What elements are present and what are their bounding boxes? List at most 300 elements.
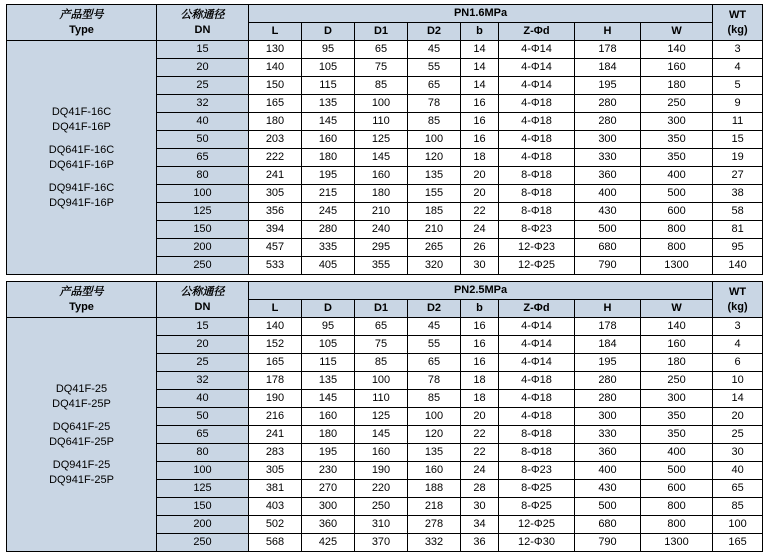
header-col-l-pn25: L <box>249 300 302 318</box>
cell-zd: 4-Φ18 <box>499 131 575 149</box>
cell-wt: 40 <box>713 462 763 480</box>
cell-b: 14 <box>461 41 499 59</box>
cell-d1: 310 <box>355 516 408 534</box>
cell-w: 140 <box>641 318 713 336</box>
cell-zd: 4-Φ14 <box>499 354 575 372</box>
cell-d2: 332 <box>408 534 461 552</box>
type-line: DQ41F-25P <box>52 397 111 410</box>
cell-l: 403 <box>249 498 302 516</box>
cell-zd: 8-Φ18 <box>499 203 575 221</box>
cell-wt: 65 <box>713 480 763 498</box>
cell-d: 105 <box>302 59 355 77</box>
cell-h: 300 <box>575 131 641 149</box>
type-line: DQ641F-25 <box>52 420 111 433</box>
cell-w: 350 <box>641 426 713 444</box>
cell-zd: 4-Φ14 <box>499 77 575 95</box>
cell-zd: 8-Φ25 <box>499 480 575 498</box>
cell-d: 135 <box>302 372 355 390</box>
cell-w: 350 <box>641 131 713 149</box>
cell-dn: 100 <box>157 185 249 203</box>
cell-wt: 14 <box>713 390 763 408</box>
cell-zd: 4-Φ18 <box>499 408 575 426</box>
cell-w: 800 <box>641 221 713 239</box>
cell-w: 180 <box>641 77 713 95</box>
cell-d2: 120 <box>408 149 461 167</box>
cell-d1: 125 <box>355 131 408 149</box>
header-col-d1-pn25: D1 <box>355 300 408 318</box>
cell-b: 30 <box>461 257 499 275</box>
table-body-pn25 <box>7 318 763 552</box>
cell-dn: 65 <box>157 149 249 167</box>
cell-w: 350 <box>641 149 713 167</box>
cell-b: 16 <box>461 113 499 131</box>
type-line: DQ641F-25P <box>49 435 114 448</box>
cell-wt: 81 <box>713 221 763 239</box>
cell-d1: 180 <box>355 185 408 203</box>
cell-zd: 8-Φ18 <box>499 426 575 444</box>
spec-table-pn16 <box>6 4 763 275</box>
cell-d2: 55 <box>408 336 461 354</box>
cell-dn: 20 <box>157 59 249 77</box>
cell-d2: 135 <box>408 167 461 185</box>
cell-zd: 8-Φ25 <box>499 498 575 516</box>
cell-d: 180 <box>302 426 355 444</box>
cell-b: 20 <box>461 167 499 185</box>
cell-wt: 140 <box>713 257 763 275</box>
cell-d1: 65 <box>355 41 408 59</box>
cell-b: 26 <box>461 239 499 257</box>
cell-d: 425 <box>302 534 355 552</box>
header-dn-pn25: 公称通径 DN <box>157 282 249 318</box>
header-col-w-pn25: W <box>641 300 713 318</box>
cell-l: 130 <box>249 41 302 59</box>
cell-d: 95 <box>302 41 355 59</box>
cell-l: 203 <box>249 131 302 149</box>
cell-b: 14 <box>461 77 499 95</box>
cell-b: 16 <box>461 95 499 113</box>
cell-wt: 15 <box>713 131 763 149</box>
cell-zd: 8-Φ18 <box>499 185 575 203</box>
cell-l: 356 <box>249 203 302 221</box>
type-line: DQ41F-16P <box>52 120 111 133</box>
cell-wt: 6 <box>713 354 763 372</box>
cell-wt: 20 <box>713 408 763 426</box>
cell-d2: 278 <box>408 516 461 534</box>
cell-wt: 38 <box>713 185 763 203</box>
spec-table-pn25 <box>6 281 763 552</box>
cell-d: 95 <box>302 318 355 336</box>
cell-b: 22 <box>461 444 499 462</box>
cell-d: 215 <box>302 185 355 203</box>
cell-zd: 12-Φ25 <box>499 516 575 534</box>
cell-w: 1300 <box>641 534 713 552</box>
type-line: DQ941F-25 <box>52 458 111 471</box>
cell-l: 568 <box>249 534 302 552</box>
cell-d: 270 <box>302 480 355 498</box>
table-header-pn16 <box>7 5 763 41</box>
cell-wt: 165 <box>713 534 763 552</box>
cell-wt: 4 <box>713 336 763 354</box>
cell-h: 330 <box>575 149 641 167</box>
table-body-pn16 <box>7 41 763 275</box>
cell-w: 160 <box>641 336 713 354</box>
cell-l: 140 <box>249 59 302 77</box>
cell-d1: 370 <box>355 534 408 552</box>
cell-h: 360 <box>575 167 641 185</box>
cell-zd: 4-Φ18 <box>499 149 575 167</box>
cell-d1: 110 <box>355 390 408 408</box>
cell-d1: 160 <box>355 167 408 185</box>
cell-b: 14 <box>461 59 499 77</box>
cell-wt: 9 <box>713 95 763 113</box>
cell-zd: 12-Φ25 <box>499 257 575 275</box>
cell-w: 400 <box>641 167 713 185</box>
cell-dn: 250 <box>157 257 249 275</box>
cell-d2: 100 <box>408 131 461 149</box>
cell-b: 24 <box>461 462 499 480</box>
table-row <box>7 318 763 336</box>
cell-wt: 30 <box>713 444 763 462</box>
cell-d2: 160 <box>408 462 461 480</box>
header-col-zd-pn25: Z-Φd <box>499 300 575 318</box>
cell-wt: 100 <box>713 516 763 534</box>
cell-zd: 4-Φ14 <box>499 41 575 59</box>
cell-d2: 78 <box>408 95 461 113</box>
cell-zd: 8-Φ18 <box>499 167 575 185</box>
cell-d2: 65 <box>408 354 461 372</box>
cell-d: 115 <box>302 77 355 95</box>
cell-d2: 188 <box>408 480 461 498</box>
table-header-pn25 <box>7 282 763 318</box>
cell-d2: 45 <box>408 41 461 59</box>
header-pressure-pn16: PN1.6MPa <box>249 5 713 23</box>
cell-h: 330 <box>575 426 641 444</box>
cell-d: 280 <box>302 221 355 239</box>
cell-w: 800 <box>641 498 713 516</box>
cell-w: 800 <box>641 239 713 257</box>
cell-dn: 40 <box>157 390 249 408</box>
cell-d1: 250 <box>355 498 408 516</box>
cell-wt: 3 <box>713 41 763 59</box>
type-line: DQ941F-16C <box>48 181 115 194</box>
cell-zd: 4-Φ14 <box>499 318 575 336</box>
cell-l: 152 <box>249 336 302 354</box>
cell-w: 350 <box>641 408 713 426</box>
type-line: DQ941F-16P <box>49 196 114 209</box>
cell-d: 360 <box>302 516 355 534</box>
cell-w: 500 <box>641 462 713 480</box>
cell-h: 790 <box>575 534 641 552</box>
cell-b: 18 <box>461 149 499 167</box>
cell-h: 400 <box>575 185 641 203</box>
cell-h: 680 <box>575 239 641 257</box>
cell-dn: 150 <box>157 498 249 516</box>
cell-d: 145 <box>302 113 355 131</box>
cell-w: 140 <box>641 41 713 59</box>
cell-b: 20 <box>461 185 499 203</box>
cell-d: 300 <box>302 498 355 516</box>
cell-l: 190 <box>249 390 302 408</box>
cell-d2: 120 <box>408 426 461 444</box>
cell-l: 241 <box>249 426 302 444</box>
cell-dn: 80 <box>157 444 249 462</box>
cell-b: 28 <box>461 480 499 498</box>
cell-d1: 295 <box>355 239 408 257</box>
type-line: DQ641F-16P <box>49 158 114 171</box>
cell-d2: 185 <box>408 203 461 221</box>
cell-zd: 4-Φ18 <box>499 390 575 408</box>
cell-dn: 200 <box>157 239 249 257</box>
cell-d1: 145 <box>355 149 408 167</box>
cell-w: 400 <box>641 444 713 462</box>
cell-zd: 4-Φ18 <box>499 113 575 131</box>
cell-dn: 125 <box>157 480 249 498</box>
cell-zd: 12-Φ23 <box>499 239 575 257</box>
cell-d1: 110 <box>355 113 408 131</box>
cell-dn: 80 <box>157 167 249 185</box>
header-col-h-pn25: H <box>575 300 641 318</box>
header-type-pn25: 产品型号 Type <box>7 282 157 318</box>
cell-h: 184 <box>575 336 641 354</box>
cell-zd: 4-Φ14 <box>499 59 575 77</box>
cell-d1: 220 <box>355 480 408 498</box>
cell-d2: 100 <box>408 408 461 426</box>
cell-dn: 15 <box>157 41 249 59</box>
cell-d2: 210 <box>408 221 461 239</box>
cell-dn: 100 <box>157 462 249 480</box>
cell-w: 1300 <box>641 257 713 275</box>
cell-dn: 25 <box>157 354 249 372</box>
cell-w: 300 <box>641 390 713 408</box>
cell-h: 300 <box>575 408 641 426</box>
cell-h: 195 <box>575 77 641 95</box>
cell-h: 500 <box>575 221 641 239</box>
cell-b: 36 <box>461 534 499 552</box>
cell-b: 30 <box>461 498 499 516</box>
cell-l: 305 <box>249 185 302 203</box>
cell-zd: 4-Φ14 <box>499 336 575 354</box>
cell-d1: 210 <box>355 203 408 221</box>
cell-b: 22 <box>461 426 499 444</box>
cell-b: 18 <box>461 390 499 408</box>
cell-h: 360 <box>575 444 641 462</box>
cell-d2: 265 <box>408 239 461 257</box>
cell-d: 335 <box>302 239 355 257</box>
cell-l: 502 <box>249 516 302 534</box>
cell-dn: 65 <box>157 426 249 444</box>
cell-d2: 55 <box>408 59 461 77</box>
cell-wt: 19 <box>713 149 763 167</box>
header-col-zd-pn16: Z-Φd <box>499 23 575 41</box>
type-line: DQ41F-25 <box>55 382 108 395</box>
cell-b: 16 <box>461 318 499 336</box>
cell-w: 600 <box>641 480 713 498</box>
cell-dn: 50 <box>157 408 249 426</box>
cell-h: 500 <box>575 498 641 516</box>
header-col-w-pn16: W <box>641 23 713 41</box>
cell-zd: 4-Φ18 <box>499 372 575 390</box>
cell-l: 165 <box>249 354 302 372</box>
cell-d1: 75 <box>355 59 408 77</box>
cell-wt: 27 <box>713 167 763 185</box>
cell-d1: 85 <box>355 77 408 95</box>
cell-d: 135 <box>302 95 355 113</box>
cell-dn: 50 <box>157 131 249 149</box>
cell-l: 180 <box>249 113 302 131</box>
cell-h: 280 <box>575 390 641 408</box>
cell-d1: 65 <box>355 318 408 336</box>
cell-dn: 125 <box>157 203 249 221</box>
cell-wt: 11 <box>713 113 763 131</box>
cell-w: 500 <box>641 185 713 203</box>
cell-w: 160 <box>641 59 713 77</box>
cell-dn: 20 <box>157 336 249 354</box>
cell-h: 790 <box>575 257 641 275</box>
cell-d2: 45 <box>408 318 461 336</box>
cell-l: 381 <box>249 480 302 498</box>
cell-l: 457 <box>249 239 302 257</box>
cell-b: 16 <box>461 131 499 149</box>
cell-w: 300 <box>641 113 713 131</box>
cell-dn: 32 <box>157 95 249 113</box>
cell-l: 394 <box>249 221 302 239</box>
table-row <box>7 41 763 59</box>
cell-zd: 8-Φ18 <box>499 444 575 462</box>
cell-l: 283 <box>249 444 302 462</box>
cell-d1: 125 <box>355 408 408 426</box>
type-line: DQ41F-16C <box>51 105 112 118</box>
header-pressure-pn25: PN2.5MPa <box>249 282 713 300</box>
cell-l: 241 <box>249 167 302 185</box>
header-col-b-pn16: b <box>461 23 499 41</box>
cell-dn: 250 <box>157 534 249 552</box>
header-col-d1-pn16: D1 <box>355 23 408 41</box>
cell-b: 24 <box>461 221 499 239</box>
cell-d1: 355 <box>355 257 408 275</box>
cell-d1: 240 <box>355 221 408 239</box>
cell-l: 140 <box>249 318 302 336</box>
cell-d1: 85 <box>355 354 408 372</box>
cell-h: 430 <box>575 203 641 221</box>
cell-wt: 10 <box>713 372 763 390</box>
cell-h: 178 <box>575 318 641 336</box>
header-dn-pn16: 公称通径 DN <box>157 5 249 41</box>
header-col-l-pn16: L <box>249 23 302 41</box>
header-col-d-pn25: D <box>302 300 355 318</box>
cell-h: 184 <box>575 59 641 77</box>
cell-l: 150 <box>249 77 302 95</box>
type-line: DQ641F-16C <box>48 143 115 156</box>
cell-w: 800 <box>641 516 713 534</box>
cell-b: 34 <box>461 516 499 534</box>
cell-h: 680 <box>575 516 641 534</box>
cell-d1: 160 <box>355 444 408 462</box>
cell-dn: 25 <box>157 77 249 95</box>
cell-l: 216 <box>249 408 302 426</box>
cell-w: 250 <box>641 372 713 390</box>
cell-w: 250 <box>641 95 713 113</box>
cell-wt: 3 <box>713 318 763 336</box>
cell-d: 195 <box>302 167 355 185</box>
cell-l: 305 <box>249 462 302 480</box>
header-col-b-pn25: b <box>461 300 499 318</box>
cell-w: 180 <box>641 354 713 372</box>
cell-l: 533 <box>249 257 302 275</box>
cell-l: 178 <box>249 372 302 390</box>
header-weight-pn25: WT (kg) <box>713 282 763 318</box>
header-col-d2-pn25: D2 <box>408 300 461 318</box>
cell-wt: 85 <box>713 498 763 516</box>
cell-d: 245 <box>302 203 355 221</box>
cell-dn: 200 <box>157 516 249 534</box>
header-weight-pn16: WT (kg) <box>713 5 763 41</box>
cell-d: 105 <box>302 336 355 354</box>
cell-wt: 58 <box>713 203 763 221</box>
type-list-pn16 <box>7 41 157 275</box>
cell-d: 160 <box>302 131 355 149</box>
cell-h: 178 <box>575 41 641 59</box>
cell-dn: 40 <box>157 113 249 131</box>
header-col-h-pn16: H <box>575 23 641 41</box>
cell-d2: 65 <box>408 77 461 95</box>
cell-d: 405 <box>302 257 355 275</box>
header-col-d2-pn16: D2 <box>408 23 461 41</box>
header-col-d-pn16: D <box>302 23 355 41</box>
type-line: DQ941F-25P <box>49 473 114 486</box>
cell-zd: 4-Φ18 <box>499 95 575 113</box>
cell-d1: 100 <box>355 372 408 390</box>
cell-d1: 190 <box>355 462 408 480</box>
cell-b: 22 <box>461 203 499 221</box>
cell-d2: 155 <box>408 185 461 203</box>
cell-b: 16 <box>461 354 499 372</box>
cell-l: 222 <box>249 149 302 167</box>
cell-d: 230 <box>302 462 355 480</box>
cell-d: 115 <box>302 354 355 372</box>
cell-d1: 100 <box>355 95 408 113</box>
cell-l: 165 <box>249 95 302 113</box>
cell-d1: 75 <box>355 336 408 354</box>
cell-d: 180 <box>302 149 355 167</box>
cell-h: 430 <box>575 480 641 498</box>
cell-h: 400 <box>575 462 641 480</box>
cell-b: 16 <box>461 336 499 354</box>
cell-d: 195 <box>302 444 355 462</box>
cell-d1: 145 <box>355 426 408 444</box>
cell-d: 145 <box>302 390 355 408</box>
cell-zd: 12-Φ30 <box>499 534 575 552</box>
cell-h: 280 <box>575 95 641 113</box>
cell-dn: 150 <box>157 221 249 239</box>
type-list-pn25 <box>7 318 157 552</box>
cell-wt: 4 <box>713 59 763 77</box>
cell-zd: 8-Φ23 <box>499 462 575 480</box>
cell-d2: 218 <box>408 498 461 516</box>
cell-b: 20 <box>461 408 499 426</box>
cell-d2: 135 <box>408 444 461 462</box>
cell-b: 18 <box>461 372 499 390</box>
header-type-pn16: 产品型号 Type <box>7 5 157 41</box>
cell-dn: 15 <box>157 318 249 336</box>
cell-h: 280 <box>575 113 641 131</box>
cell-wt: 95 <box>713 239 763 257</box>
cell-h: 195 <box>575 354 641 372</box>
cell-zd: 8-Φ23 <box>499 221 575 239</box>
cell-wt: 5 <box>713 77 763 95</box>
cell-d2: 85 <box>408 390 461 408</box>
cell-dn: 32 <box>157 372 249 390</box>
cell-d2: 85 <box>408 113 461 131</box>
